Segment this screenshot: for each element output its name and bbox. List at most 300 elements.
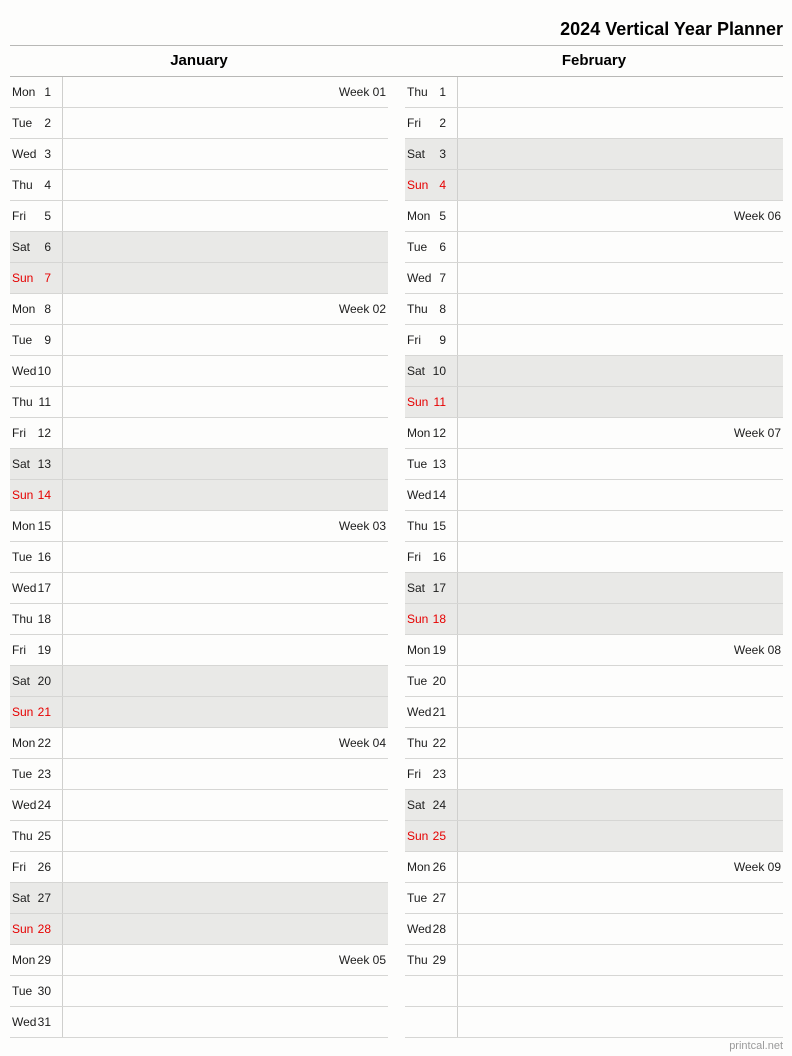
day-number: 29 xyxy=(432,953,446,967)
day-label xyxy=(405,356,458,386)
day-number: 28 xyxy=(432,922,446,936)
day-abbrev: Wed xyxy=(12,364,37,378)
day-row-february-7 xyxy=(405,263,783,294)
week-number: Week 02 xyxy=(338,302,386,316)
day-row-january-29 xyxy=(10,945,388,976)
day-abbrev: Fri xyxy=(407,116,421,130)
day-abbrev: Tue xyxy=(407,891,428,905)
notes-area xyxy=(63,759,388,789)
day-number: 30 xyxy=(37,984,51,998)
day-label xyxy=(405,604,458,634)
day-abbrev: Fri xyxy=(12,209,26,223)
day-abbrev: Tue xyxy=(12,767,33,781)
day-row-february-20 xyxy=(405,666,783,697)
day-row-january-16 xyxy=(10,542,388,573)
day-label xyxy=(10,387,63,417)
notes-area xyxy=(458,976,783,1006)
day-label xyxy=(10,697,63,727)
day-number: 15 xyxy=(37,519,51,533)
day-abbrev: Thu xyxy=(12,395,33,409)
day-abbrev: Mon xyxy=(407,643,431,657)
day-label xyxy=(405,883,458,913)
day-abbrev: Sat xyxy=(407,581,426,595)
day-number: 7 xyxy=(439,271,446,285)
day-number: 2 xyxy=(44,116,51,130)
day-number: 20 xyxy=(37,674,51,688)
day-row-february-1 xyxy=(405,77,783,108)
day-label xyxy=(405,542,458,572)
day-label xyxy=(10,883,63,913)
day-abbrev: Sat xyxy=(12,891,31,905)
day-abbrev: Fri xyxy=(407,767,421,781)
day-row-january-17 xyxy=(10,573,388,604)
day-row-january-18 xyxy=(10,604,388,635)
day-number: 10 xyxy=(432,364,446,378)
day-label xyxy=(405,666,458,696)
day-label xyxy=(405,790,458,820)
day-label xyxy=(405,170,458,200)
day-number: 11 xyxy=(433,395,446,409)
title-bar xyxy=(10,0,783,46)
day-label xyxy=(405,418,458,448)
day-label xyxy=(405,1007,458,1037)
day-abbrev: Wed xyxy=(12,147,37,161)
day-abbrev: Sun xyxy=(407,829,429,843)
notes-area xyxy=(63,976,388,1006)
day-label xyxy=(405,759,458,789)
day-number: 24 xyxy=(432,798,446,812)
day-label xyxy=(10,728,63,758)
notes-area xyxy=(458,790,783,820)
day-number: 28 xyxy=(37,922,51,936)
day-number: 8 xyxy=(439,302,446,316)
day-abbrev: Tue xyxy=(407,457,428,471)
notes-area xyxy=(63,418,388,448)
notes-area xyxy=(458,697,783,727)
day-row-january-11 xyxy=(10,387,388,418)
notes-area xyxy=(63,263,388,293)
week-number: Week 05 xyxy=(338,953,386,967)
notes-area xyxy=(458,759,783,789)
notes-area xyxy=(458,201,783,231)
day-number: 29 xyxy=(37,953,51,967)
day-number: 3 xyxy=(44,147,51,161)
day-label xyxy=(10,666,63,696)
day-abbrev: Fri xyxy=(407,333,421,347)
day-number: 14 xyxy=(432,488,446,502)
day-row-february-3 xyxy=(405,139,783,170)
day-row-january-9 xyxy=(10,325,388,356)
day-abbrev: Wed xyxy=(12,1015,37,1029)
day-row-february-16 xyxy=(405,542,783,573)
notes-area xyxy=(458,387,783,417)
day-row-february-24 xyxy=(405,790,783,821)
day-label xyxy=(10,480,63,510)
day-label xyxy=(405,294,458,324)
day-abbrev: Sat xyxy=(12,674,31,688)
day-number: 15 xyxy=(432,519,446,533)
day-number: 2 xyxy=(439,116,446,130)
day-label xyxy=(405,201,458,231)
notes-area xyxy=(458,263,783,293)
day-label xyxy=(10,449,63,479)
day-number: 24 xyxy=(37,798,51,812)
notes-area xyxy=(63,945,388,975)
day-number: 5 xyxy=(44,209,51,223)
day-number: 12 xyxy=(37,426,51,440)
day-row-february-27 xyxy=(405,883,783,914)
notes-area xyxy=(458,542,783,572)
notes-area xyxy=(458,914,783,944)
notes-area xyxy=(63,852,388,882)
page-footer xyxy=(729,1040,783,1052)
day-row-january-27 xyxy=(10,883,388,914)
day-label xyxy=(405,449,458,479)
day-abbrev: Sat xyxy=(12,240,31,254)
day-number: 4 xyxy=(439,178,446,192)
day-row-january-20 xyxy=(10,666,388,697)
week-number: Week 08 xyxy=(733,643,781,657)
notes-area xyxy=(458,883,783,913)
day-row-january-8 xyxy=(10,294,388,325)
notes-area xyxy=(63,573,388,603)
day-abbrev: Sun xyxy=(12,488,34,502)
day-label xyxy=(10,1007,63,1037)
day-number: 21 xyxy=(37,705,51,719)
day-label xyxy=(405,821,458,851)
day-number: 27 xyxy=(432,891,446,905)
day-abbrev: Wed xyxy=(12,798,37,812)
day-row-february-18 xyxy=(405,604,783,635)
day-row-january-2 xyxy=(10,108,388,139)
day-label xyxy=(10,263,63,293)
day-abbrev: Wed xyxy=(407,922,432,936)
day-number: 31 xyxy=(37,1015,51,1029)
notes-area xyxy=(63,201,388,231)
day-label xyxy=(405,573,458,603)
day-label xyxy=(10,914,63,944)
day-label xyxy=(405,697,458,727)
notes-area xyxy=(63,511,388,541)
notes-area xyxy=(63,77,388,107)
day-abbrev: Mon xyxy=(12,953,36,967)
day-row-january-23 xyxy=(10,759,388,790)
day-label xyxy=(10,604,63,634)
day-number: 16 xyxy=(432,550,446,564)
day-row-february-6 xyxy=(405,232,783,263)
day-row-january-3 xyxy=(10,139,388,170)
page-title: 2024 Vertical Year Planner xyxy=(560,19,783,39)
day-label xyxy=(405,139,458,169)
day-label xyxy=(405,480,458,510)
day-number: 23 xyxy=(432,767,446,781)
day-number: 18 xyxy=(432,612,446,626)
day-label xyxy=(405,914,458,944)
day-row-january-15 xyxy=(10,511,388,542)
day-abbrev: Tue xyxy=(12,333,33,347)
day-abbrev: Fri xyxy=(12,643,26,657)
day-label xyxy=(10,108,63,138)
day-abbrev: Sun xyxy=(12,271,34,285)
notes-area xyxy=(63,294,388,324)
day-label xyxy=(10,170,63,200)
day-label xyxy=(10,790,63,820)
day-row-february-28 xyxy=(405,914,783,945)
notes-area xyxy=(458,945,783,975)
day-row-january-22 xyxy=(10,728,388,759)
day-abbrev: Thu xyxy=(12,178,33,192)
day-row-february-21 xyxy=(405,697,783,728)
notes-area xyxy=(458,666,783,696)
day-number: 6 xyxy=(439,240,446,254)
day-abbrev: Sat xyxy=(407,798,426,812)
day-abbrev: Mon xyxy=(12,302,36,316)
notes-area xyxy=(63,821,388,851)
day-row-january-26 xyxy=(10,852,388,883)
day-row-january-21 xyxy=(10,697,388,728)
notes-area xyxy=(458,604,783,634)
notes-area xyxy=(63,883,388,913)
day-label xyxy=(405,263,458,293)
notes-area xyxy=(63,480,388,510)
day-label xyxy=(10,201,63,231)
day-row-february-8 xyxy=(405,294,783,325)
day-label xyxy=(405,635,458,665)
day-number: 25 xyxy=(432,829,446,843)
notes-area xyxy=(458,325,783,355)
day-number: 9 xyxy=(439,333,446,347)
month-column-january xyxy=(10,77,388,1038)
day-number: 21 xyxy=(432,705,446,719)
day-label xyxy=(405,976,458,1006)
day-number: 19 xyxy=(37,643,51,657)
day-abbrev: Thu xyxy=(407,953,428,967)
day-row-february-14 xyxy=(405,480,783,511)
watermark-text: printcal.net xyxy=(729,1040,783,1052)
day-label xyxy=(10,418,63,448)
day-number: 23 xyxy=(37,767,51,781)
day-abbrev: Thu xyxy=(407,302,428,316)
day-label xyxy=(405,108,458,138)
notes-area xyxy=(63,449,388,479)
day-label xyxy=(10,821,63,851)
day-number: 22 xyxy=(432,736,446,750)
day-row-february-2 xyxy=(405,108,783,139)
day-number: 4 xyxy=(44,178,51,192)
week-number: Week 06 xyxy=(733,209,781,223)
day-row-january-12 xyxy=(10,418,388,449)
day-label xyxy=(10,945,63,975)
day-number: 13 xyxy=(37,457,51,471)
day-label xyxy=(10,139,63,169)
empty-row-february xyxy=(405,976,783,1007)
notes-area xyxy=(458,232,783,262)
day-row-february-19 xyxy=(405,635,783,666)
week-number: Week 09 xyxy=(733,860,781,874)
notes-area xyxy=(458,294,783,324)
day-label xyxy=(10,325,63,355)
day-number: 8 xyxy=(44,302,51,316)
day-label xyxy=(10,294,63,324)
day-row-january-14 xyxy=(10,480,388,511)
day-abbrev: Wed xyxy=(407,705,432,719)
notes-area xyxy=(63,914,388,944)
day-number: 16 xyxy=(37,550,51,564)
day-row-february-29 xyxy=(405,945,783,976)
day-number: 27 xyxy=(37,891,51,905)
day-row-february-12 xyxy=(405,418,783,449)
day-label xyxy=(10,573,63,603)
day-abbrev: Mon xyxy=(12,519,36,533)
day-abbrev: Fri xyxy=(12,426,26,440)
day-row-february-4 xyxy=(405,170,783,201)
day-row-february-9 xyxy=(405,325,783,356)
day-label xyxy=(405,852,458,882)
day-row-january-24 xyxy=(10,790,388,821)
day-row-february-22 xyxy=(405,728,783,759)
day-row-february-10 xyxy=(405,356,783,387)
day-number: 19 xyxy=(432,643,446,657)
notes-area xyxy=(458,573,783,603)
day-number: 7 xyxy=(44,271,51,285)
notes-area xyxy=(458,356,783,386)
notes-area xyxy=(458,1007,783,1037)
notes-area xyxy=(458,635,783,665)
day-number: 1 xyxy=(44,85,51,99)
day-row-january-19 xyxy=(10,635,388,666)
day-abbrev: Tue xyxy=(407,240,428,254)
day-abbrev: Thu xyxy=(12,829,33,843)
week-number: Week 04 xyxy=(338,736,386,750)
month-headers xyxy=(10,46,783,77)
day-abbrev: Thu xyxy=(407,736,428,750)
notes-area xyxy=(63,666,388,696)
notes-area xyxy=(63,604,388,634)
notes-area xyxy=(458,77,783,107)
notes-area xyxy=(458,480,783,510)
notes-area xyxy=(458,108,783,138)
day-number: 9 xyxy=(44,333,51,347)
notes-area xyxy=(63,356,388,386)
day-abbrev: Tue xyxy=(12,116,33,130)
notes-area xyxy=(63,542,388,572)
day-number: 10 xyxy=(37,364,51,378)
day-row-january-5 xyxy=(10,201,388,232)
day-row-january-31 xyxy=(10,1007,388,1038)
day-row-february-17 xyxy=(405,573,783,604)
day-label xyxy=(405,387,458,417)
calendar-grid xyxy=(10,77,783,1038)
day-label xyxy=(10,77,63,107)
notes-area xyxy=(458,821,783,851)
day-number: 25 xyxy=(37,829,51,843)
notes-area xyxy=(63,325,388,355)
day-label xyxy=(10,852,63,882)
day-abbrev: Sun xyxy=(12,922,34,936)
day-row-january-30 xyxy=(10,976,388,1007)
day-abbrev: Thu xyxy=(12,612,33,626)
day-row-february-13 xyxy=(405,449,783,480)
day-label xyxy=(10,759,63,789)
day-row-january-10 xyxy=(10,356,388,387)
day-row-february-25 xyxy=(405,821,783,852)
notes-area xyxy=(63,108,388,138)
day-abbrev: Sun xyxy=(407,612,429,626)
day-abbrev: Wed xyxy=(407,488,432,502)
day-abbrev: Mon xyxy=(407,426,431,440)
day-row-february-26 xyxy=(405,852,783,883)
notes-area xyxy=(63,1007,388,1037)
notes-area xyxy=(63,790,388,820)
day-abbrev: Mon xyxy=(407,209,431,223)
day-number: 3 xyxy=(439,147,446,161)
day-abbrev: Sat xyxy=(12,457,31,471)
day-row-january-25 xyxy=(10,821,388,852)
day-abbrev: Mon xyxy=(12,85,36,99)
notes-area xyxy=(63,170,388,200)
day-number: 18 xyxy=(37,612,51,626)
day-number: 12 xyxy=(432,426,446,440)
month-header-january: January xyxy=(170,52,228,69)
day-label xyxy=(405,232,458,262)
day-number: 11 xyxy=(38,395,51,409)
day-number: 14 xyxy=(37,488,51,502)
day-row-january-28 xyxy=(10,914,388,945)
notes-area xyxy=(63,232,388,262)
day-abbrev: Sun xyxy=(407,178,429,192)
notes-area xyxy=(63,728,388,758)
day-abbrev: Fri xyxy=(407,550,421,564)
day-abbrev: Sat xyxy=(407,364,426,378)
week-number: Week 01 xyxy=(338,85,386,99)
day-abbrev: Sat xyxy=(407,147,426,161)
day-number: 26 xyxy=(37,860,51,874)
day-number: 6 xyxy=(44,240,51,254)
day-label xyxy=(405,77,458,107)
day-number: 1 xyxy=(439,85,446,99)
notes-area xyxy=(458,511,783,541)
day-row-january-1 xyxy=(10,77,388,108)
day-row-february-15 xyxy=(405,511,783,542)
day-number: 20 xyxy=(432,674,446,688)
day-number: 17 xyxy=(37,581,51,595)
week-number: Week 07 xyxy=(733,426,781,440)
day-abbrev: Thu xyxy=(407,519,428,533)
notes-area xyxy=(63,635,388,665)
day-label xyxy=(10,635,63,665)
notes-area xyxy=(63,139,388,169)
day-label xyxy=(10,232,63,262)
day-abbrev: Sun xyxy=(407,395,429,409)
day-number: 17 xyxy=(432,581,446,595)
day-abbrev: Wed xyxy=(407,271,432,285)
day-label xyxy=(10,511,63,541)
notes-area xyxy=(458,170,783,200)
day-label xyxy=(405,511,458,541)
notes-area xyxy=(63,697,388,727)
notes-area xyxy=(458,139,783,169)
day-abbrev: Fri xyxy=(12,860,26,874)
day-row-january-6 xyxy=(10,232,388,263)
day-number: 5 xyxy=(439,209,446,223)
day-number: 26 xyxy=(432,860,446,874)
day-row-january-4 xyxy=(10,170,388,201)
day-row-january-13 xyxy=(10,449,388,480)
day-label xyxy=(405,728,458,758)
day-label xyxy=(10,976,63,1006)
empty-row-february xyxy=(405,1007,783,1038)
day-abbrev: Tue xyxy=(12,984,33,998)
